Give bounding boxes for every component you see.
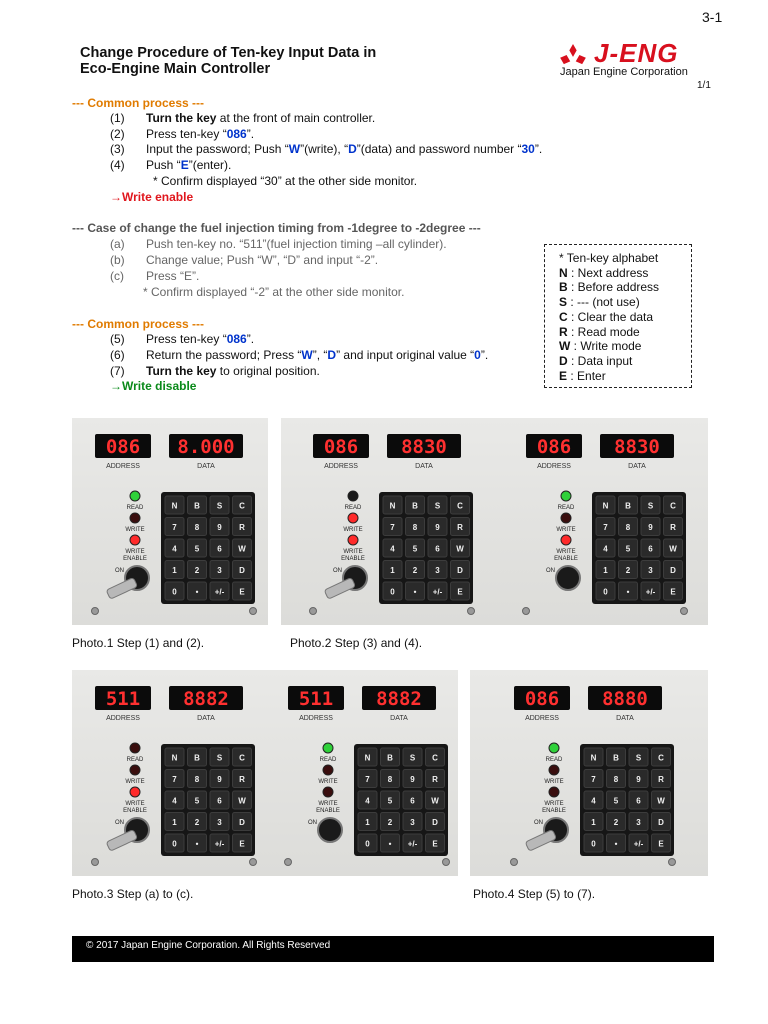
svg-text:6: 6: [435, 544, 440, 554]
svg-text:4: 4: [390, 544, 395, 554]
svg-text:•: •: [626, 587, 630, 597]
svg-text:•: •: [614, 839, 618, 849]
svg-text:7: 7: [591, 775, 596, 784]
svg-text:W: W: [669, 544, 677, 554]
led-2: [323, 787, 333, 797]
svg-text:2: 2: [613, 818, 619, 827]
svg-text:R: R: [670, 523, 676, 532]
svg-text:ENABLE: ENABLE: [123, 556, 147, 562]
logo-company: Japan Engine Corporation: [560, 66, 688, 78]
svg-text:C: C: [658, 753, 664, 763]
svg-text:N: N: [171, 501, 178, 511]
led-1: [130, 513, 140, 523]
step-5: (5) Press ten-key “086”.: [110, 332, 255, 346]
caption-photo-1: Photo.1 Step (1) and (2).: [72, 636, 205, 650]
svg-text:D: D: [432, 818, 438, 827]
footer-copyright: © 2017 Japan Engine Corporation. All Rights Reserved: [72, 936, 714, 962]
led-1: [348, 513, 358, 523]
svg-text:1: 1: [365, 818, 370, 827]
key-icon: [106, 829, 137, 851]
svg-text:ADDRESS: ADDRESS: [299, 715, 333, 722]
data-digits: 8830: [614, 436, 660, 458]
svg-text:ENABLE: ENABLE: [542, 808, 566, 814]
key-icon: [106, 577, 137, 599]
document-title: [80, 45, 376, 77]
address-digits: 511: [105, 688, 141, 710]
svg-text:E: E: [239, 587, 245, 597]
svg-text:B: B: [412, 501, 418, 511]
svg-text:READ: READ: [545, 757, 563, 763]
svg-text:9: 9: [648, 523, 653, 532]
step-a: (a) Push ten-key no. “511”(fuel injection timing –all cylinder).: [110, 237, 447, 251]
svg-text:READ: READ: [126, 505, 144, 511]
svg-text:WRITE: WRITE: [556, 549, 576, 555]
svg-text:4: 4: [591, 796, 596, 806]
svg-text:D: D: [239, 818, 245, 827]
three-diamonds-icon: [558, 44, 588, 66]
address-digits: 086: [323, 436, 359, 458]
alphabet-item-n: N : Next address: [559, 265, 649, 280]
data-digits: 8.000: [177, 436, 235, 458]
screw-icon: [250, 608, 257, 615]
svg-text:WRITE: WRITE: [125, 801, 145, 807]
svg-text:READ: READ: [557, 505, 575, 511]
svg-text:9: 9: [435, 523, 440, 532]
svg-text:4: 4: [603, 544, 608, 554]
svg-text:B: B: [625, 501, 631, 511]
svg-text:7: 7: [390, 523, 395, 532]
svg-text:N: N: [389, 501, 396, 511]
svg-text:ON: ON: [534, 820, 543, 826]
page-number: 3-1: [702, 9, 723, 25]
svg-text:READ: READ: [126, 757, 144, 763]
svg-text:S: S: [216, 501, 223, 511]
alphabet-item-b: B : Before address: [559, 280, 660, 295]
svg-text:1: 1: [172, 818, 177, 827]
data-digits: 8882: [183, 688, 229, 710]
svg-text:9: 9: [636, 775, 641, 784]
photo-4-controller-panel: [470, 670, 708, 876]
svg-text:8: 8: [194, 523, 200, 532]
screw-icon: [511, 859, 518, 866]
svg-text:C: C: [432, 753, 438, 763]
svg-text:2: 2: [194, 566, 200, 575]
screw-icon: [92, 608, 99, 615]
led-0: [323, 743, 333, 753]
screw-icon: [250, 859, 257, 866]
svg-text:•: •: [413, 587, 417, 597]
svg-text:3: 3: [435, 566, 440, 575]
svg-text:•: •: [388, 839, 392, 849]
svg-text:READ: READ: [344, 505, 362, 511]
key-switch: [556, 566, 580, 590]
common-process-header-1: --- Common process ---: [72, 96, 204, 110]
svg-text:0: 0: [172, 587, 177, 597]
svg-text:3: 3: [217, 566, 222, 575]
svg-text:B: B: [613, 753, 619, 763]
panel-1: [281, 418, 495, 625]
led-0: [130, 491, 140, 501]
photo-2-controller-panels: [281, 418, 708, 625]
svg-text:ON: ON: [115, 568, 124, 574]
alphabet-item-s: S : --- (not use): [559, 295, 640, 310]
svg-text:S: S: [434, 501, 441, 511]
svg-text:C: C: [457, 501, 463, 511]
page-fraction: 1/1: [697, 80, 711, 91]
svg-text:5: 5: [194, 796, 200, 806]
svg-text:B: B: [194, 501, 200, 511]
svg-text:8: 8: [412, 523, 418, 532]
svg-text:+/-: +/-: [407, 839, 418, 849]
svg-text:E: E: [239, 839, 245, 849]
address-digits: 086: [105, 436, 141, 458]
svg-text:DATA: DATA: [390, 715, 408, 722]
svg-text:1: 1: [591, 818, 596, 827]
led-1: [561, 513, 571, 523]
svg-text:8: 8: [387, 775, 393, 784]
svg-text:R: R: [432, 775, 438, 784]
led-1: [549, 765, 559, 775]
svg-text:6: 6: [217, 544, 222, 554]
svg-text:B: B: [194, 753, 200, 763]
led-2: [130, 535, 140, 545]
svg-text:R: R: [457, 523, 463, 532]
key-icon: [525, 829, 556, 851]
svg-text:9: 9: [410, 775, 415, 784]
svg-text:6: 6: [217, 796, 222, 806]
address-digits: 511: [298, 688, 334, 710]
svg-text:ON: ON: [115, 820, 124, 826]
svg-text:C: C: [239, 501, 245, 511]
photo-1-controller-panel: [72, 418, 268, 625]
svg-text:2: 2: [387, 818, 393, 827]
svg-text:8: 8: [625, 523, 631, 532]
svg-text:S: S: [409, 753, 416, 763]
confirm-note-1: * Confirm displayed “30” at the other side monitor.: [153, 174, 418, 188]
svg-text:D: D: [658, 818, 664, 827]
svg-text:4: 4: [365, 796, 370, 806]
led-2: [348, 535, 358, 545]
svg-text:WRITE: WRITE: [318, 801, 338, 807]
svg-text:ADDRESS: ADDRESS: [525, 715, 559, 722]
svg-text:C: C: [670, 501, 676, 511]
svg-text:•: •: [195, 839, 199, 849]
alphabet-item-w: W : Write mode: [559, 339, 642, 354]
svg-text:5: 5: [387, 796, 393, 806]
svg-text:D: D: [670, 566, 676, 575]
svg-text:+/-: +/-: [214, 587, 225, 597]
panel-3: [72, 670, 268, 876]
svg-text:•: •: [195, 587, 199, 597]
svg-text:D: D: [457, 566, 463, 575]
svg-text:WRITE: WRITE: [125, 527, 145, 533]
svg-text:ADDRESS: ADDRESS: [106, 715, 140, 722]
screw-icon: [285, 859, 292, 866]
svg-text:8: 8: [194, 775, 200, 784]
svg-text:ON: ON: [333, 568, 342, 574]
svg-text:S: S: [216, 753, 223, 763]
svg-text:6: 6: [648, 544, 653, 554]
write-disable-note: →Write disable: [110, 379, 197, 393]
svg-text:DATA: DATA: [197, 463, 215, 470]
svg-text:WRITE: WRITE: [125, 779, 145, 785]
svg-text:1: 1: [172, 566, 177, 575]
screw-icon: [669, 859, 676, 866]
svg-text:ENABLE: ENABLE: [316, 808, 340, 814]
svg-text:ENABLE: ENABLE: [123, 808, 147, 814]
panel-0: [72, 418, 268, 625]
svg-text:5: 5: [412, 544, 418, 554]
svg-text:1: 1: [603, 566, 608, 575]
step-1: (1) Turn the key at the front of main controller.: [110, 111, 376, 125]
svg-text:+/-: +/-: [432, 587, 443, 597]
svg-text:+/-: +/-: [645, 587, 656, 597]
svg-text:E: E: [432, 839, 438, 849]
svg-text:E: E: [670, 587, 676, 597]
screw-icon: [468, 608, 475, 615]
svg-text:ENABLE: ENABLE: [554, 556, 578, 562]
svg-text:WRITE: WRITE: [343, 527, 363, 533]
svg-text:ADDRESS: ADDRESS: [324, 463, 358, 470]
svg-text:N: N: [364, 753, 371, 763]
svg-text:5: 5: [625, 544, 631, 554]
svg-text:WRITE: WRITE: [544, 779, 564, 785]
svg-text:ENABLE: ENABLE: [341, 556, 365, 562]
panel-2: [494, 418, 708, 625]
ten-key-alphabet-box: [544, 244, 692, 388]
svg-text:DATA: DATA: [628, 463, 646, 470]
alphabet-item-r: R : Read mode: [559, 324, 640, 339]
screw-icon: [310, 608, 317, 615]
case-header: --- Case of change the fuel injection timing from -1degree to -2degree ---: [72, 221, 481, 235]
screw-icon: [443, 859, 450, 866]
svg-text:R: R: [658, 775, 664, 784]
svg-text:8: 8: [613, 775, 619, 784]
panel-4: [268, 670, 458, 876]
svg-text:0: 0: [365, 839, 370, 849]
svg-text:W: W: [456, 544, 464, 554]
svg-text:7: 7: [365, 775, 370, 784]
svg-text:2: 2: [412, 566, 418, 575]
svg-text:R: R: [239, 775, 245, 784]
caption-photo-2: Photo.2 Step (3) and (4).: [290, 636, 423, 650]
caption-photo-3: Photo.3 Step (a) to (c).: [72, 887, 194, 901]
led-1: [130, 765, 140, 775]
title-line-2: Eco-Engine Main Controller: [80, 61, 271, 77]
svg-text:0: 0: [603, 587, 608, 597]
svg-text:WRITE: WRITE: [318, 779, 338, 785]
svg-text:4: 4: [172, 796, 177, 806]
data-digits: 8880: [602, 688, 648, 710]
svg-text:7: 7: [603, 523, 608, 532]
svg-text:3: 3: [636, 818, 641, 827]
svg-text:WRITE: WRITE: [544, 801, 564, 807]
key-icon: [324, 577, 355, 599]
svg-text:6: 6: [410, 796, 415, 806]
led-0: [561, 491, 571, 501]
svg-text:2: 2: [194, 818, 200, 827]
data-digits: 8830: [401, 436, 447, 458]
svg-text:DATA: DATA: [197, 715, 215, 722]
screw-icon: [92, 859, 99, 866]
svg-text:E: E: [457, 587, 463, 597]
step-6: (6) Return the password; Press “W”, “D” and input original value “0”.: [110, 348, 489, 362]
svg-text:B: B: [387, 753, 393, 763]
svg-text:WRITE: WRITE: [125, 549, 145, 555]
svg-text:9: 9: [217, 523, 222, 532]
panel-5: [470, 670, 708, 876]
svg-text:R: R: [239, 523, 245, 532]
alphabet-item-d: D : Data input: [559, 353, 633, 368]
svg-text:ON: ON: [546, 568, 555, 574]
led-0: [130, 743, 140, 753]
svg-text:ON: ON: [308, 820, 317, 826]
data-digits: 8882: [376, 688, 422, 710]
svg-text:READ: READ: [319, 757, 337, 763]
alphabet-item-c: C : Clear the data: [559, 309, 654, 324]
alphabet-title: * Ten-key alphabet: [559, 251, 659, 265]
svg-text:9: 9: [217, 775, 222, 784]
common-process-header-2: --- Common process ---: [72, 317, 204, 331]
svg-text:N: N: [171, 753, 178, 763]
svg-text:5: 5: [613, 796, 619, 806]
step-b: (b) Change value; Push “W”, “D” and input “-2”.: [110, 253, 379, 267]
svg-text:ADDRESS: ADDRESS: [106, 463, 140, 470]
svg-text:N: N: [590, 753, 597, 763]
caption-photo-4: Photo.4 Step (5) to (7).: [473, 887, 596, 901]
svg-text:S: S: [635, 753, 642, 763]
svg-text:W: W: [238, 544, 246, 554]
svg-text:3: 3: [217, 818, 222, 827]
svg-text:N: N: [602, 501, 609, 511]
svg-text:3: 3: [410, 818, 415, 827]
svg-text:+/-: +/-: [633, 839, 644, 849]
screw-icon: [681, 608, 688, 615]
step-c: (c) Press “E”.: [110, 269, 200, 283]
svg-text:5: 5: [194, 544, 200, 554]
svg-text:S: S: [647, 501, 654, 511]
key-switch: [318, 818, 342, 842]
svg-text:WRITE: WRITE: [556, 527, 576, 533]
svg-text:0: 0: [172, 839, 177, 849]
title-line-1: Change Procedure of Ten-key Input Data in: [80, 45, 377, 61]
write-enable-note: →Write enable: [110, 190, 194, 204]
svg-text:ADDRESS: ADDRESS: [537, 463, 571, 470]
svg-text:D: D: [239, 566, 245, 575]
svg-text:3: 3: [648, 566, 653, 575]
led-1: [323, 765, 333, 775]
led-0: [348, 491, 358, 501]
confirm-note-2: * Confirm displayed “-2” at the other side monitor.: [143, 285, 405, 299]
led-0: [549, 743, 559, 753]
svg-text:W: W: [431, 796, 439, 806]
led-2: [549, 787, 559, 797]
led-2: [561, 535, 571, 545]
logo-brand: J-ENG: [594, 38, 679, 68]
led-2: [130, 787, 140, 797]
svg-text:0: 0: [591, 839, 596, 849]
svg-text:0: 0: [390, 587, 395, 597]
step-2: (2) Press ten-key “086”.: [110, 127, 255, 141]
svg-text:C: C: [239, 753, 245, 763]
svg-text:7: 7: [172, 523, 177, 532]
svg-text:4: 4: [172, 544, 177, 554]
svg-text:DATA: DATA: [616, 715, 634, 722]
svg-text:+/-: +/-: [214, 839, 225, 849]
screw-icon: [523, 608, 530, 615]
svg-text:6: 6: [636, 796, 641, 806]
alphabet-item-e: E : Enter: [559, 368, 606, 383]
address-digits: 086: [524, 688, 560, 710]
step-7: (7) Turn the key to original position.: [110, 364, 320, 378]
svg-text:W: W: [238, 796, 246, 806]
svg-text:WRITE: WRITE: [343, 549, 363, 555]
step-3: (3) Input the password; Push “W”(write), “D”(data) and password number “30”.: [110, 142, 543, 156]
svg-text:DATA: DATA: [415, 463, 433, 470]
svg-text:1: 1: [390, 566, 395, 575]
svg-text:7: 7: [172, 775, 177, 784]
photo-3-controller-panels: [72, 670, 458, 876]
svg-text:W: W: [657, 796, 665, 806]
svg-text:E: E: [658, 839, 664, 849]
address-digits: 086: [536, 436, 572, 458]
step-4: (4) Push “E”(enter).: [110, 158, 232, 172]
svg-text:2: 2: [625, 566, 631, 575]
